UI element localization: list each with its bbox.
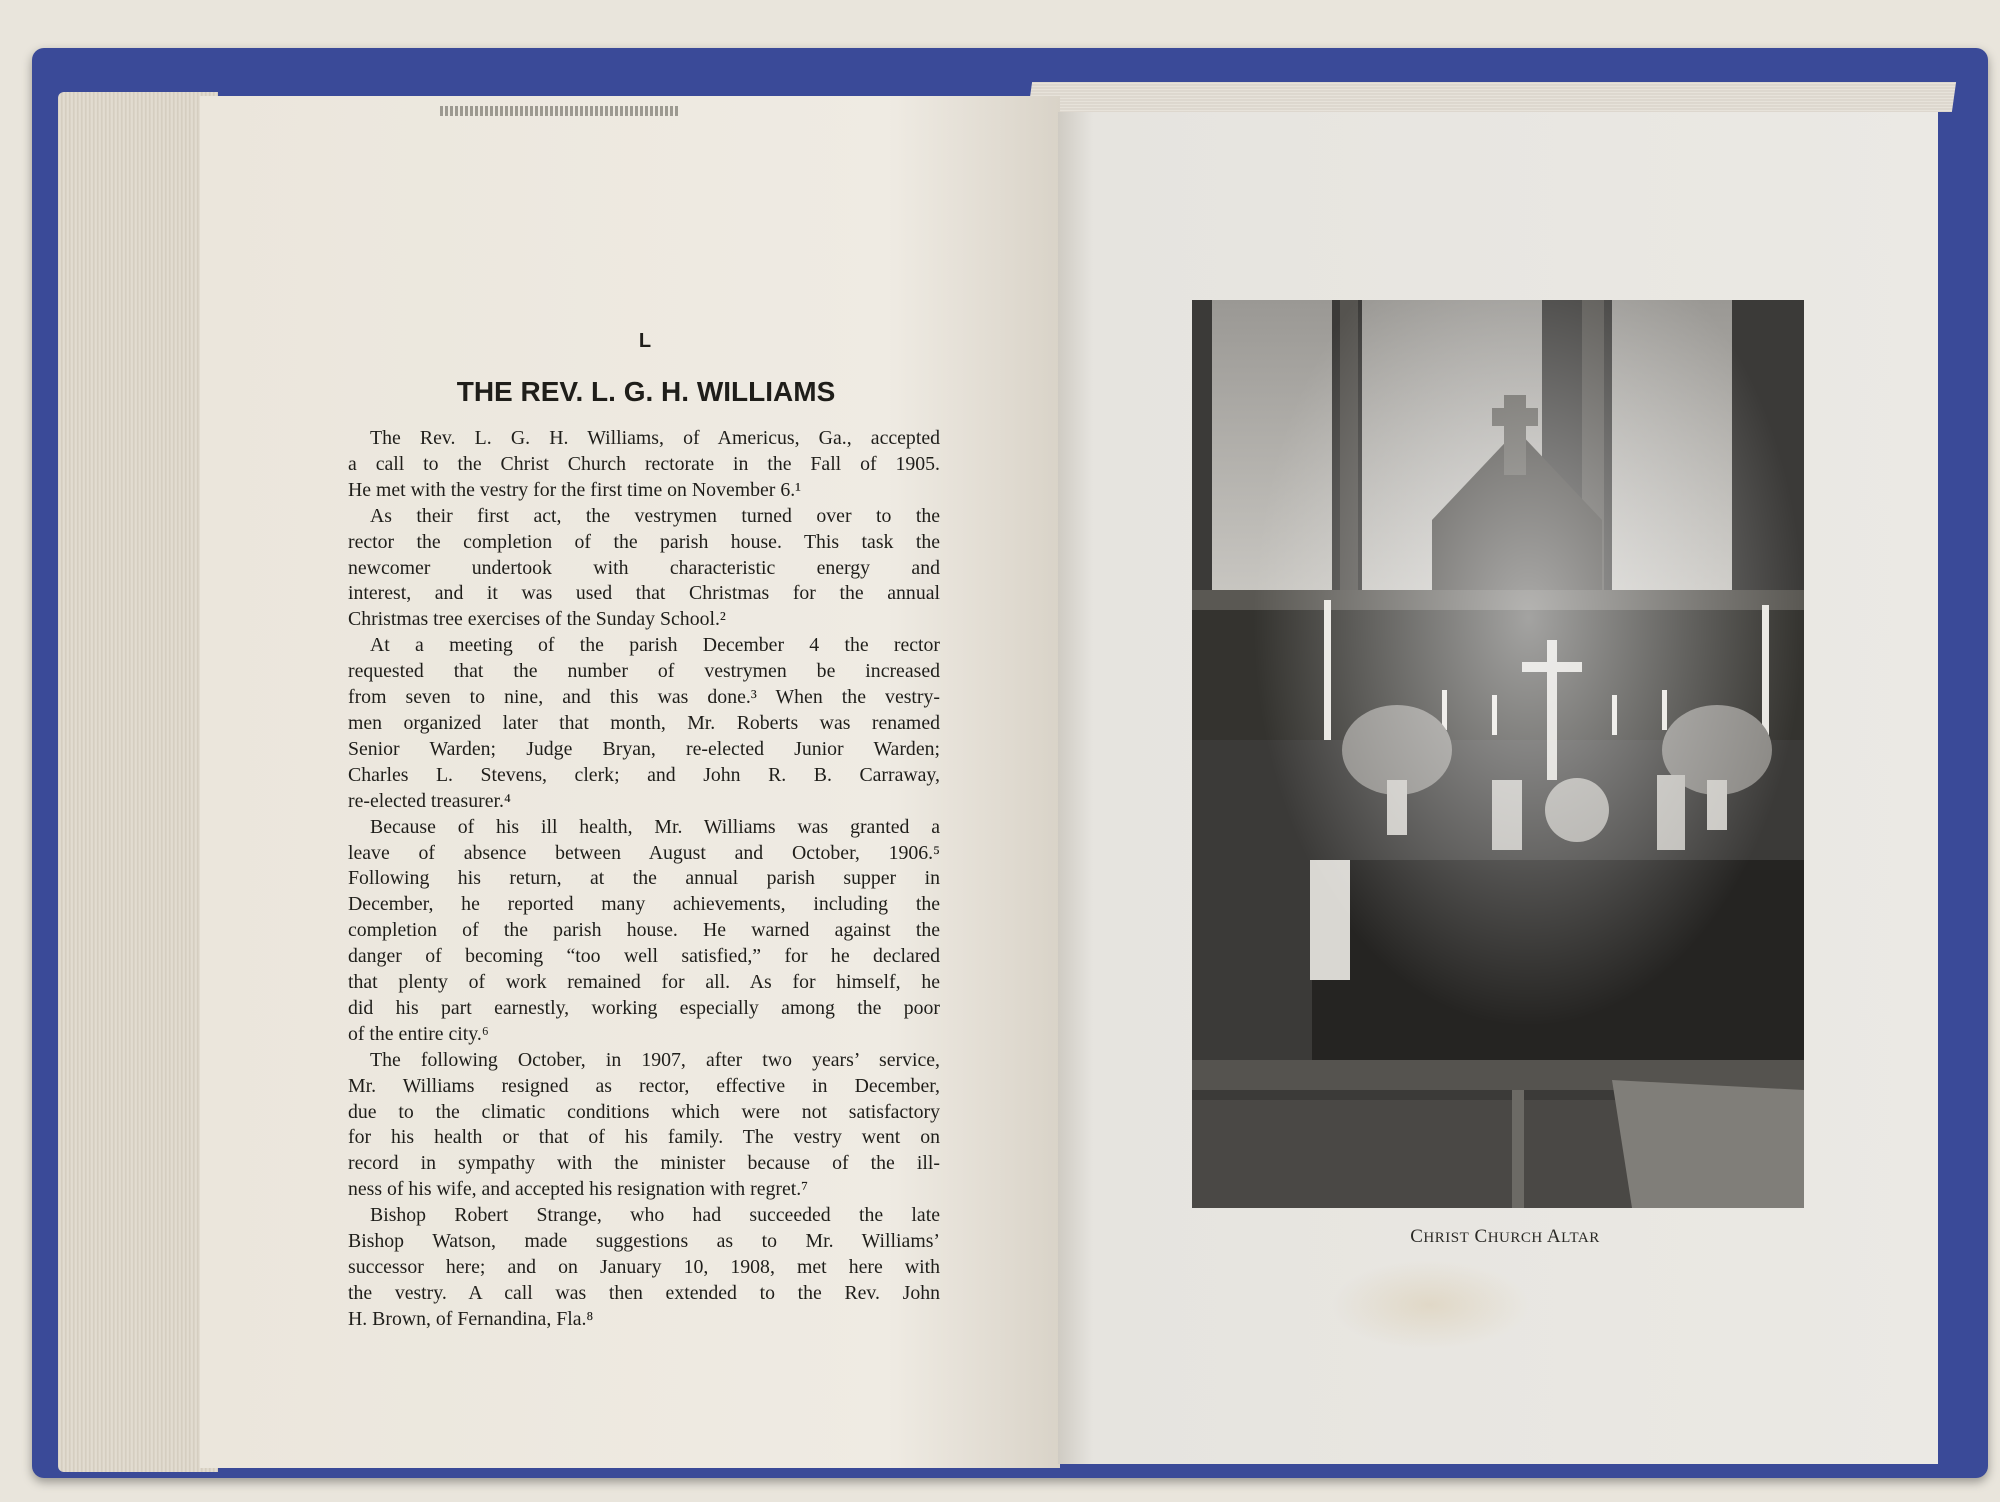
text-line: for his health or that of his family. The vestry went on <box>348 1126 940 1149</box>
text-line: leave of absence between August and October, 1906.⁵ <box>348 841 940 864</box>
text-line: As their first act, the vestrymen turned over to the <box>370 504 940 527</box>
text-line: newcomer undertook with characteristic energy and <box>348 556 940 579</box>
caption-word: LTAR <box>1561 1230 1600 1246</box>
paragraph <box>348 1048 940 1203</box>
altar-photograph <box>1192 300 1804 1208</box>
paragraph <box>348 426 940 504</box>
text-line: The following October, in 1907, after two years’ service, <box>370 1048 940 1071</box>
chapter-title: THE REV. L. G. H. WILLIAMS <box>456 376 836 407</box>
chapter-number: L <box>638 330 652 352</box>
text-line: Christmas tree exercises of the Sunday School.² <box>348 608 726 631</box>
text-line: At a meeting of the parish December 4 the rector <box>370 634 940 657</box>
page-edges-top <box>1028 82 1956 112</box>
text-line: H. Brown, of Fernandina, Fla.⁸ <box>348 1307 594 1330</box>
bleed-through-running-head <box>440 106 680 116</box>
text-line: Charles L. Stevens, clerk; and John R. B. Carraway, <box>348 763 940 786</box>
text-line: Mr. Williams resigned as rector, effective in December, <box>348 1074 940 1097</box>
text-line: did his part earnestly, working especially among the poor <box>348 996 940 1019</box>
text-line: danger of becoming “too well satisfied,” for he declared <box>348 945 940 968</box>
text-line: The Rev. L. G. H. Williams, of Americus, Ga., accepted <box>370 427 940 449</box>
paper-stain <box>1330 1260 1530 1350</box>
text-line: that plenty of work remained for all. As for himself, he <box>348 971 940 994</box>
page-edges-left <box>58 92 218 1472</box>
text-line: due to the climatic conditions which were not satisfactory <box>348 1100 940 1123</box>
text-line: of the entire city.⁶ <box>348 1022 489 1045</box>
text-line: re-elected treasurer.⁴ <box>348 789 511 812</box>
text-line: completion of the parish house. He warned against the <box>348 919 940 942</box>
photo-caption <box>1290 1226 1720 1248</box>
text-line: from seven to nine, and this was done.³ When the vestry- <box>348 686 940 709</box>
text-line: rector the completion of the parish house. This task the <box>348 530 940 553</box>
text-line: men organized later that month, Mr. Roberts was renamed <box>348 711 940 734</box>
text-line: requested that the number of vestrymen be increased <box>348 660 940 683</box>
text-line: Bishop Watson, made suggestions as to Mr. Williams’ <box>348 1230 940 1253</box>
text-line: Senior Warden; Judge Bryan, re-elected Junior Warden; <box>348 737 940 760</box>
text-line: interest, and it was used that Christmas for the annual <box>348 582 940 605</box>
text-line: Following his return, at the annual parish supper in <box>348 867 940 890</box>
text-line: December, he reported many achievements, including the <box>348 893 940 916</box>
paragraph <box>348 504 940 634</box>
text-line: He met with the vestry for the first time on November 6.¹ <box>348 478 802 501</box>
paragraph <box>348 633 940 814</box>
text-line: ness of his wife, and accepted his resignation with regret.⁷ <box>348 1178 809 1201</box>
text-line: successor here; and on January 10, 1908, met here with <box>348 1256 940 1278</box>
caption-word: HURCH <box>1487 1230 1543 1246</box>
text-line: record in sympathy with the minister because of the ill- <box>348 1152 940 1175</box>
paragraph <box>348 815 940 1048</box>
caption-initial: A <box>1546 1226 1562 1247</box>
paragraph <box>348 1203 940 1333</box>
caption-word: HRIST <box>1423 1230 1470 1246</box>
chapter-body-text <box>348 426 940 1333</box>
text-line: the vestry. A call was then extended to the Rev. John <box>348 1281 940 1304</box>
caption-initial: C <box>1410 1226 1424 1247</box>
caption-initial: C <box>1474 1226 1488 1247</box>
text-line: a call to the Christ Church rectorate in the Fall of 1905. <box>348 452 940 475</box>
text-line: Bishop Robert Strange, who had succeeded the late <box>370 1204 940 1227</box>
text-line: Because of his ill health, Mr. Williams was granted a <box>370 815 940 838</box>
